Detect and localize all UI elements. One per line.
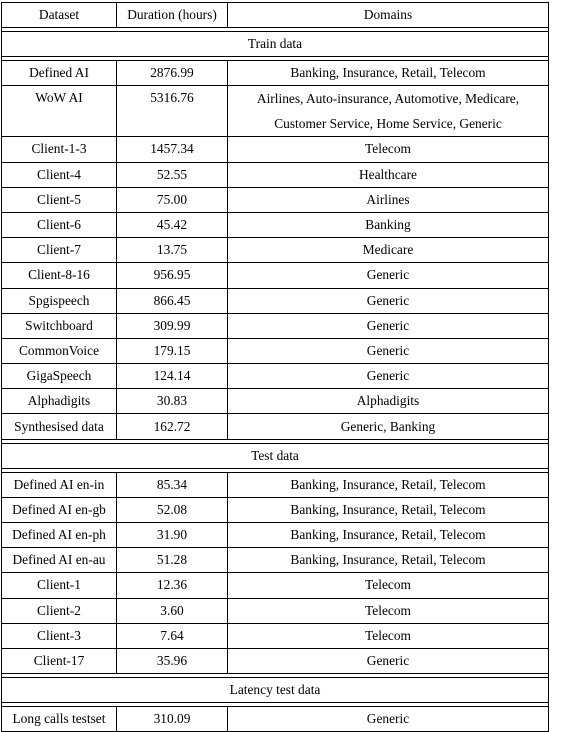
cell-domains: Generic	[228, 648, 549, 673]
section-title: Test data	[2, 443, 549, 468]
cell-duration: 7.64	[117, 623, 228, 648]
cell-dataset: Switchboard	[2, 313, 117, 338]
cell-duration: 3.60	[117, 598, 228, 623]
cell-domains: Generic	[228, 288, 549, 313]
cell-domains: Banking, Insurance, Retail, Telecom	[228, 472, 549, 497]
cell-duration: 309.99	[117, 313, 228, 338]
section-title: Latency test data	[2, 678, 549, 703]
cell-domains: Banking, Insurance, Retail, Telecom	[228, 497, 549, 522]
cell-dataset: Defined AI en-gb	[2, 497, 117, 522]
cell-domains: Generic	[228, 338, 549, 363]
table-row	[2, 414, 549, 439]
cell-domains: Generic	[228, 707, 549, 732]
section-header-row	[2, 443, 549, 468]
table-row	[2, 263, 549, 288]
cell-domains: Generic	[228, 364, 549, 389]
table-row	[2, 573, 549, 598]
cell-dataset: Spgispeech	[2, 288, 117, 313]
cell-duration: 124.14	[117, 364, 228, 389]
cell-domains: Telecom	[228, 598, 549, 623]
table-row	[2, 212, 549, 237]
cell-duration: 179.15	[117, 338, 228, 363]
cell-domains: Telecom	[228, 137, 549, 162]
cell-dataset: Client-1-3	[2, 137, 117, 162]
table-body	[2, 3, 549, 732]
table-row	[2, 364, 549, 389]
table-row	[2, 548, 549, 573]
cell-dataset: Client-5	[2, 187, 117, 212]
table-row	[2, 707, 549, 732]
cell-dataset: Defined AI en-ph	[2, 523, 117, 548]
cell-duration: 5316.76	[117, 86, 228, 137]
cell-dataset: Client-3	[2, 623, 117, 648]
cell-duration: 35.96	[117, 648, 228, 673]
cell-dataset: Client-17	[2, 648, 117, 673]
table-row	[2, 338, 549, 363]
cell-duration: 1457.34	[117, 137, 228, 162]
table-row	[2, 623, 549, 648]
cell-domains: Banking, Insurance, Retail, Telecom	[228, 61, 549, 86]
cell-domains: Telecom	[228, 573, 549, 598]
cell-domains: Healthcare	[228, 162, 549, 187]
table-row	[2, 648, 549, 673]
cell-domains: Banking	[228, 212, 549, 237]
cell-dataset: Long calls testset	[2, 707, 117, 732]
cell-duration: 310.09	[117, 707, 228, 732]
cell-dataset: Synthesised data	[2, 414, 117, 439]
cell-dataset: Client-7	[2, 238, 117, 263]
header-row	[2, 3, 549, 28]
table-row	[2, 523, 549, 548]
table-row	[2, 497, 549, 522]
table-row	[2, 472, 549, 497]
header-duration: Duration (hours)	[117, 3, 228, 28]
table-row	[2, 137, 549, 162]
cell-domains: Generic	[228, 263, 549, 288]
cell-domains: Generic, Banking	[228, 414, 549, 439]
cell-domains: Airlines, Auto-insurance, Automotive, Medicare, Customer Service, Home Service, Generic	[228, 86, 549, 137]
cell-dataset: CommonVoice	[2, 338, 117, 363]
table-row	[2, 313, 549, 338]
cell-duration: 12.36	[117, 573, 228, 598]
cell-duration: 52.55	[117, 162, 228, 187]
cell-dataset: GigaSpeech	[2, 364, 117, 389]
cell-dataset: Client-2	[2, 598, 117, 623]
cell-duration: 866.45	[117, 288, 228, 313]
header-domains: Domains	[228, 3, 549, 28]
cell-domains: Alphadigits	[228, 389, 549, 414]
cell-duration: 2876.99	[117, 61, 228, 86]
cell-duration: 13.75	[117, 238, 228, 263]
cell-domains: Airlines	[228, 187, 549, 212]
cell-dataset: Alphadigits	[2, 389, 117, 414]
cell-domains: Generic	[228, 313, 549, 338]
cell-dataset: WoW AI	[2, 86, 117, 137]
cell-dataset: Defined AI en-au	[2, 548, 117, 573]
header-dataset: Dataset	[2, 3, 117, 28]
cell-duration: 75.00	[117, 187, 228, 212]
section-title: Train data	[2, 32, 549, 57]
cell-dataset: Defined AI	[2, 61, 117, 86]
section-header-row	[2, 32, 549, 57]
table-row	[2, 598, 549, 623]
table-row	[2, 238, 549, 263]
cell-duration: 85.34	[117, 472, 228, 497]
cell-domains: Medicare	[228, 238, 549, 263]
cell-duration: 51.28	[117, 548, 228, 573]
section-header-row	[2, 678, 549, 703]
datasets-table	[1, 2, 549, 732]
cell-dataset: Client-6	[2, 212, 117, 237]
cell-domains: Banking, Insurance, Retail, Telecom	[228, 548, 549, 573]
table-row	[2, 61, 549, 86]
table-row	[2, 288, 549, 313]
table-row	[2, 187, 549, 212]
table-row	[2, 86, 549, 137]
cell-duration: 30.83	[117, 389, 228, 414]
cell-dataset: Client-8-16	[2, 263, 117, 288]
cell-domains: Telecom	[228, 623, 549, 648]
cell-duration: 52.08	[117, 497, 228, 522]
table-row	[2, 389, 549, 414]
cell-duration: 162.72	[117, 414, 228, 439]
cell-dataset: Client-1	[2, 573, 117, 598]
cell-dataset: Defined AI en-in	[2, 472, 117, 497]
cell-duration: 45.42	[117, 212, 228, 237]
cell-domains: Banking, Insurance, Retail, Telecom	[228, 523, 549, 548]
cell-duration: 31.90	[117, 523, 228, 548]
table-row	[2, 162, 549, 187]
cell-duration: 956.95	[117, 263, 228, 288]
cell-dataset: Client-4	[2, 162, 117, 187]
